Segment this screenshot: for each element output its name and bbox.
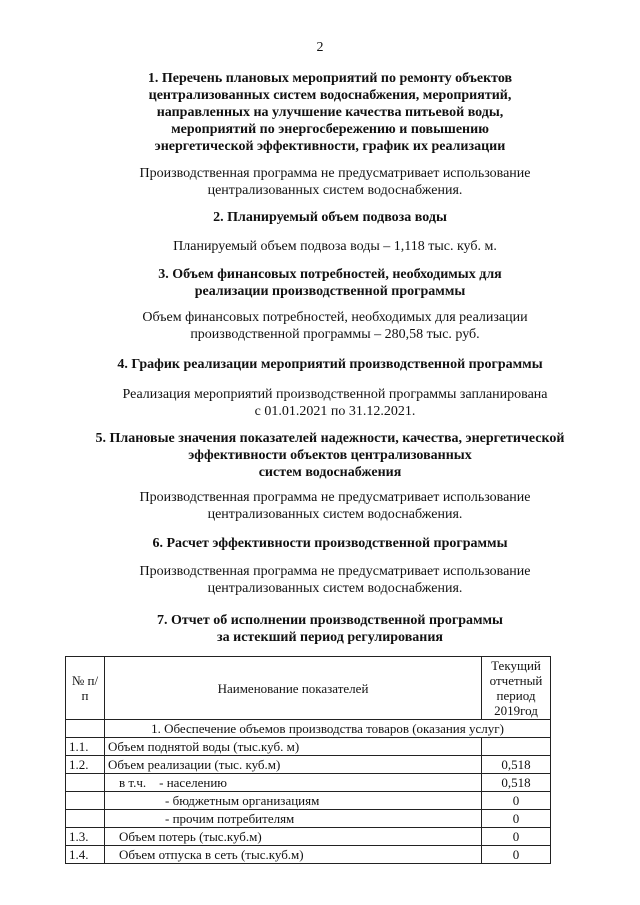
header-value-line: Текущий [491, 658, 541, 673]
row-value: 0 [482, 846, 551, 864]
row-name: в т.ч. - населению [105, 774, 482, 792]
section-1-body [70, 165, 600, 199]
body-line: централизованных систем водоснабжения. [207, 581, 463, 596]
heading-line: мероприятий по энергосбережению и повышению [171, 122, 489, 137]
table-row [66, 756, 551, 774]
table-row [66, 810, 551, 828]
header-value-line: период [496, 688, 536, 703]
section-5-heading [40, 430, 620, 481]
table-row [66, 738, 551, 756]
row-name: Объем отпуска в сеть (тыс.куб.м) [105, 846, 482, 864]
heading-line: за истекший период регулирования [217, 630, 443, 645]
table-row [66, 828, 551, 846]
heading-line: 7. Отчет об исполнении производственной программы [156, 613, 503, 628]
heading-line: систем водоснабжения [258, 465, 402, 480]
section-6-body [70, 563, 600, 597]
table-row [66, 792, 551, 810]
section-5-body [70, 489, 600, 523]
header-num: № п/п [66, 657, 105, 720]
body-line: Объем финансовых потребностей, необходимых для реализации [142, 310, 528, 325]
body-line: централизованных систем водоснабжения. [207, 183, 463, 198]
row-name: - прочим потребителям [105, 810, 482, 828]
section-num-cell [66, 720, 105, 738]
row-name: - бюджетным организациям [105, 792, 482, 810]
header-value-line: отчетный [489, 673, 543, 688]
row-name: Объем реализации (тыс. куб.м) [105, 756, 482, 774]
section-3-body [70, 309, 600, 343]
body-line: с 01.01.2021 по 31.12.2021. [254, 404, 416, 419]
section-4-body [70, 386, 600, 420]
row-name: Объем потерь (тыс.куб.м) [105, 828, 482, 846]
row-value: 0 [482, 810, 551, 828]
row-num: 1.1. [66, 738, 105, 756]
section-2-heading [40, 209, 620, 226]
section-4-heading [40, 356, 620, 373]
heading-line: реализации производственной программы [194, 284, 466, 299]
body-line: Реализация мероприятий производственной программы запланирована [122, 387, 548, 402]
row-name: Объем поднятой воды (тыс.куб. м) [105, 738, 482, 756]
section-2-body [70, 238, 600, 255]
table-row [66, 774, 551, 792]
row-num [66, 810, 105, 828]
heading-line: направленных на улучшение качества питьевой воды, [156, 105, 504, 120]
header-name: Наименование показателей [105, 657, 482, 720]
heading-line: 1. Перечень плановых мероприятий по ремонту объектов [147, 71, 513, 86]
row-value: 0 [482, 828, 551, 846]
heading-line: эффективности объектов централизованных [188, 448, 472, 463]
heading-line: 6. Расчет эффективности производственной программы [152, 536, 508, 551]
section-6-heading [40, 535, 620, 552]
table-section-row [66, 720, 551, 738]
row-value [482, 738, 551, 756]
heading-line: энергетической эффективности, график их реализации [154, 139, 506, 154]
row-num [66, 774, 105, 792]
page-number: 2 [316, 40, 324, 55]
row-num: 1.3. [66, 828, 105, 846]
body-line: Производственная программа не предусматривает использование [139, 564, 531, 579]
row-num: 1.4. [66, 846, 105, 864]
row-value: 0,518 [482, 774, 551, 792]
heading-line: централизованных систем водоснабжения, мероприятий, [148, 88, 512, 103]
row-num [66, 792, 105, 810]
body-line: производственной программы – 280,58 тыс. руб. [190, 327, 480, 342]
header-value-line: 2019год [494, 703, 538, 718]
body-line: Планируемый объем подвоза воды – 1,118 тыс. куб. м. [173, 239, 497, 254]
heading-line: 3. Объем финансовых потребностей, необходимых для [158, 267, 502, 282]
section-3-heading [40, 266, 620, 300]
body-line: централизованных систем водоснабжения. [207, 507, 463, 522]
row-value: 0,518 [482, 756, 551, 774]
report-table [65, 656, 551, 864]
section-1-heading [40, 70, 620, 155]
heading-line: 2. Планируемый объем подвоза воды [213, 210, 447, 225]
table-header-row [66, 657, 551, 720]
heading-line: 4. График реализации мероприятий производственной программы [117, 357, 543, 372]
table-row [66, 846, 551, 864]
section-title-cell: 1. Обеспечение объемов производства товаров (оказания услуг) [105, 720, 551, 738]
heading-line: 5. Плановые значения показателей надежности, качества, энергетической [95, 431, 565, 446]
section-7-heading [40, 612, 620, 646]
body-line: Производственная программа не предусматривает использование [139, 166, 531, 181]
row-num: 1.2. [66, 756, 105, 774]
header-value [482, 657, 551, 720]
body-line: Производственная программа не предусматривает использование [139, 490, 531, 505]
row-value: 0 [482, 792, 551, 810]
